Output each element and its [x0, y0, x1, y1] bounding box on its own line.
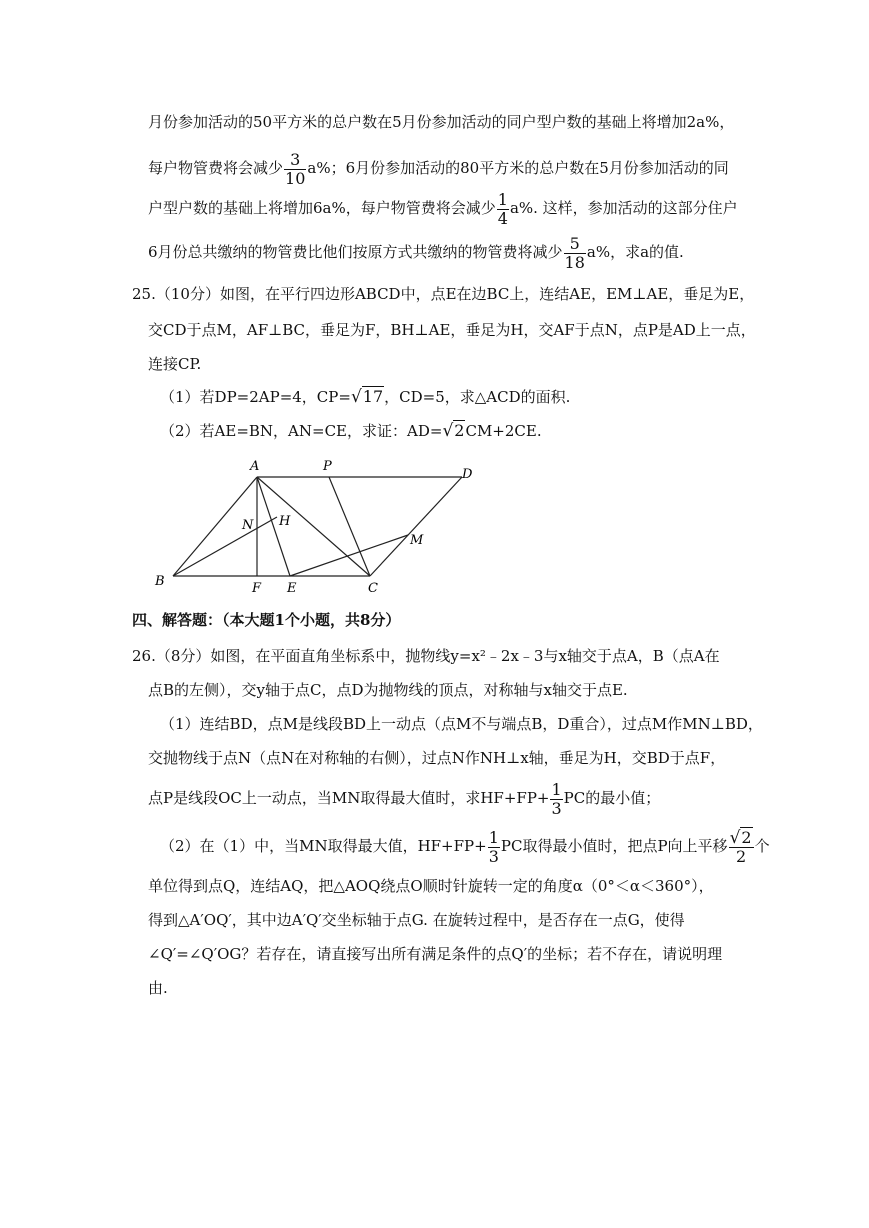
p26-q1-line1: （1）连结BD，点M是线段BD上一动点（点M不与端点B，D重合），过点M作MN⊥BD， — [160, 715, 763, 733]
fraction-1-3-b: $\frac{1}{3}$ — [488, 827, 499, 866]
section4-title: 四、解答题：（本大题1个小题，共8分） — [132, 611, 401, 629]
label-m: M — [410, 533, 424, 548]
segment-bh — [173, 517, 277, 576]
p26-q1-line3: 点P是线段OC上一动点，当MN取得最大值时，求HF+FP+ $\frac{1}{3}$ PC的最小值； — [148, 779, 661, 818]
p25-line1: 25.（10分）如图，在平行四边形ABCD中，点E在边BC上，连结AE，EM⊥AE，垂足为E， — [132, 285, 755, 303]
p26-line1: 26.（8分）如图，在平面直角坐标系中，抛物线y=x²﹣2x﹣3与x轴交于点A，B（点A在 — [132, 647, 720, 665]
fraction-1-4: $\frac{1}{4}$ — [497, 189, 508, 228]
fraction-sqrt2-2: $\frac{√2}{2}$ — [729, 827, 752, 866]
segment-pc — [329, 477, 370, 576]
p24-line4: 6月份总共缴纳的物管费比他们按原方式共缴纳的物管费将减少 $\frac{5}{18}$ a%，求a的值. — [148, 233, 684, 272]
fraction-1-3: $\frac{1}{3}$ — [551, 779, 562, 818]
sqrt-17: √17 — [350, 387, 384, 407]
p25-question1: （1）若DP=2AP=4，CP=√17，CD=5，求△ACD的面积. — [160, 384, 570, 410]
label-d: D — [462, 467, 473, 482]
p25-line3: 连接CP. — [148, 355, 202, 373]
p26-line2: 点B的左侧），交y轴于点C，点D为抛物线的顶点，对称轴与x轴交于点E. — [148, 681, 628, 699]
p26-q2-line1: （2）在（1）中，当MN取得最大值，HF+FP+ $\frac{1}{3}$ PC取得最小值时，把点P向上平移 $\frac{√2}{2}$ 个 — [160, 827, 770, 866]
p25-question2: （2）若AE=BN，AN=CE，求证：AD=√2CM+2CE. — [160, 418, 542, 444]
label-b: B — [155, 574, 165, 589]
label-c: C — [368, 581, 378, 596]
p26-q2-line3: 得到△A′OQ′，其中边A′Q′交坐标轴于点G. 在旋转过程中，是否存在一点G，使得 — [148, 911, 685, 929]
label-a: A — [250, 459, 260, 474]
p26-q2-line5: 由. — [148, 979, 168, 997]
parallelogram-figure — [140, 452, 500, 602]
p25-line2: 交CD于点M，AF⊥BC，垂足为F，BH⊥AE，垂足为H，交AF于点N，点P是AD上一点， — [148, 321, 756, 339]
label-e: E — [287, 581, 297, 596]
label-f: F — [252, 581, 262, 596]
p24-line1: 月份参加活动的50平方米的总户数在5月份参加活动的同户型户数的基础上将增加2a%， — [148, 113, 735, 131]
label-p: P — [323, 459, 332, 474]
fraction-3-10: $\frac{3}{10}$ — [285, 149, 306, 188]
fraction-5-18: $\frac{5}{18}$ — [564, 233, 585, 272]
label-h: H — [279, 514, 291, 529]
side-cd — [370, 477, 462, 576]
p26-q2-line2: 单位得到点Q，连结AQ，把△AOQ绕点O顺时针旋转一定的角度α（0°＜α＜360°）， — [148, 877, 714, 895]
label-n: N — [242, 518, 254, 533]
p24-line3: 户型户数的基础上将增加6a%，每户物管费将会减少 $\frac{1}{4}$ a%. 这样，参加活动的这部分住户 — [148, 189, 738, 228]
p26-q2-line4: ∠Q′=∠Q′OG？若存在，请直接写出所有满足条件的点Q′的坐标；若不存在，请说明理 — [148, 945, 723, 963]
segment-em — [290, 535, 408, 576]
p24-line2: 每户物管费将会减少 $\frac{3}{10}$ a%；6月份参加活动的80平方米的总户数在5月份参加活动的同 — [148, 149, 729, 188]
p26-q1-line2: 交抛物线于点N（点N在对称轴的右侧），过点N作NH⊥x轴，垂足为H，交BD于点F， — [148, 749, 726, 767]
sqrt-2: √2 — [442, 421, 465, 441]
